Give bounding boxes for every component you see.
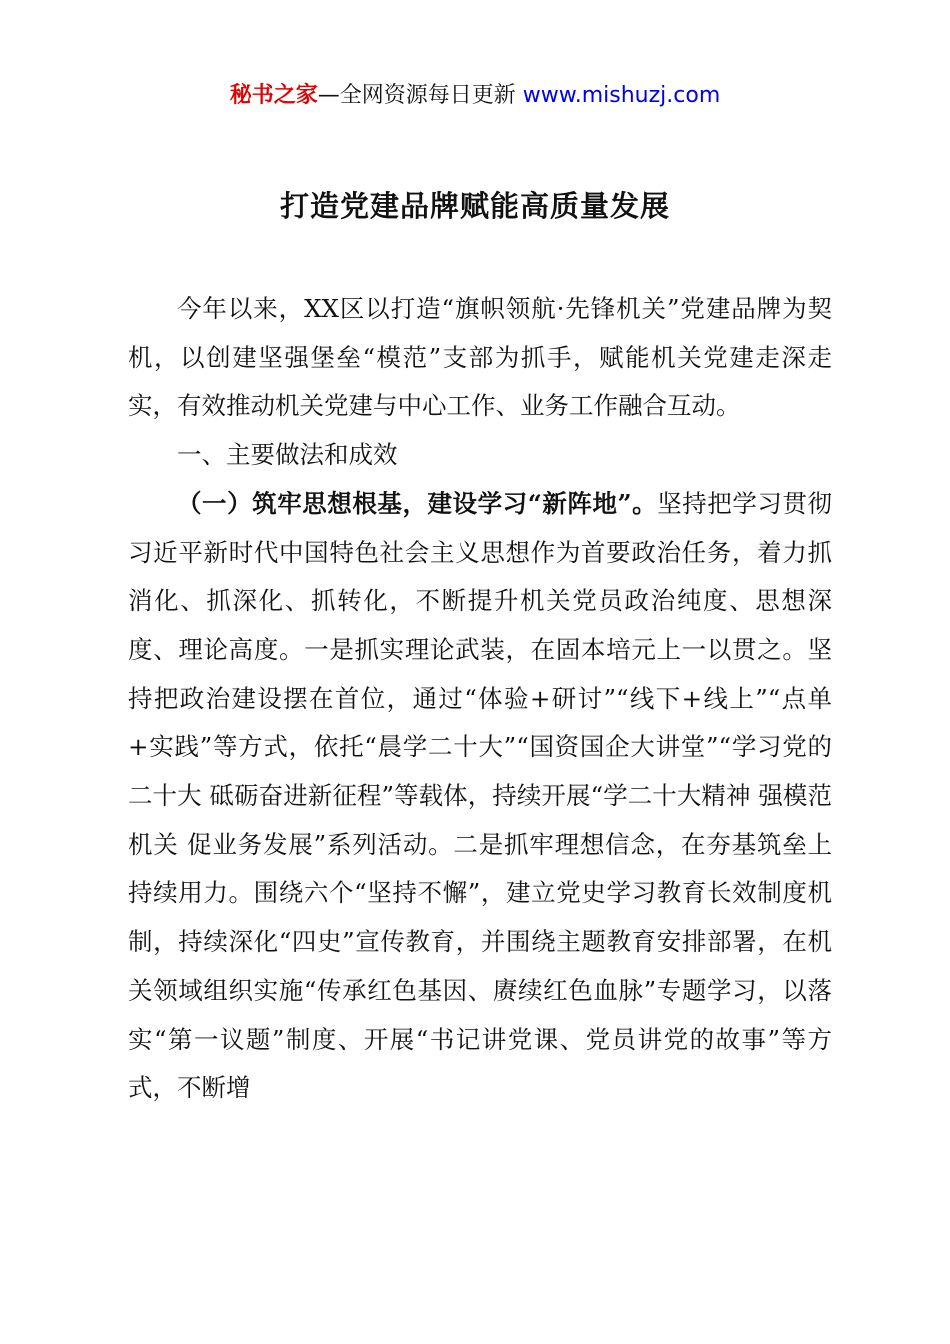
sub-section-text: 坚持把学习贯彻习近平新时代中国特色社会主义思想作为首要政治任务，着力抓消化、抓深化、抓转化，不断提升机关党员政治纯度、思想深度、理论高度。一是抓实理论武装，在固本培元上一以贯之。坚持把政治建设摆在首位，通过“体验+研讨”“线下+线上”“点单+实践”等方式，依托“晨学二十大”“国资国企大讲堂”“学习党的二十大 砥砺奋进新征程”等载体，持续开展“学二十大精神 强模范机关 促业务发展”系列活动。二是抓牢理想信念，在夯基筑垒上持续用力。围绕六个“坚持不懈”，建立党史学习教育长效制度机制，持续深化“四史”宣传教育，并围绕主题教育安排部署，在机关领域组织实施“传承红色基因、赓续红色血脉”专题学习，以落实“第一议题”制度、开展“书记讲党课、党员讲党的故事”等方式，不断增: [128, 488, 833, 1103]
site-header: [0, 80, 950, 112]
sub-section-heading: （一）筑牢思想根基，建设学习“新阵地”。: [177, 488, 658, 518]
document-body: [128, 285, 832, 1113]
site-tagline: —全网资源每日更新: [317, 83, 523, 108]
intro-paragraph: 今年以来，XX区以打造“旗帜领航·先锋机关”党建品牌为契机，以创建坚强堡垒“模范”支部为抓手，赋能机关党建走深走实，有效推动机关党建与中心工作、业务工作融合互动。: [128, 294, 832, 421]
document-title: 打造党建品牌赋能高质量发展: [279, 189, 670, 223]
site-brand: 秘书之家: [229, 83, 318, 108]
site-url-link[interactable]: www.mishuzj.com: [522, 83, 721, 108]
section-heading: 一、主要做法和成效: [177, 440, 398, 470]
sub-section-paragraph: [128, 480, 832, 1113]
